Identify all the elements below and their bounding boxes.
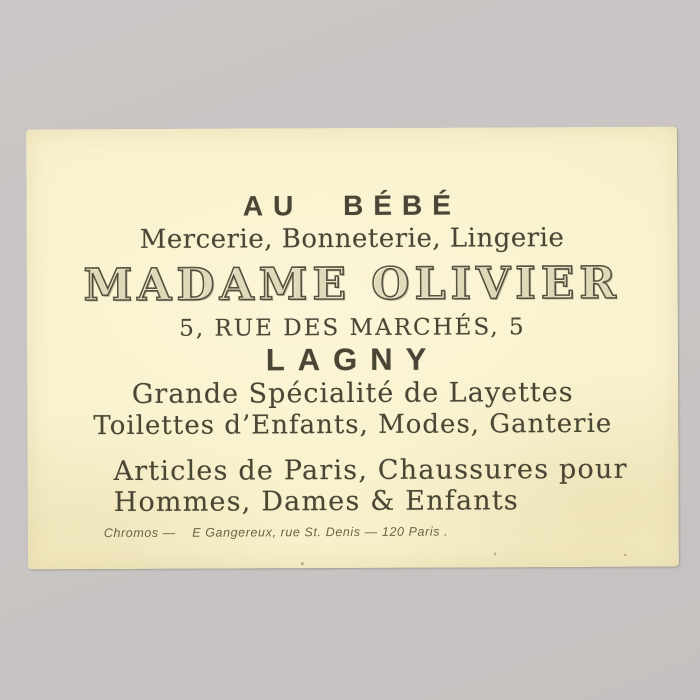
city-name: LAGNY: [265, 341, 440, 378]
shop-sign-title: AU BÉBÉ: [242, 189, 461, 222]
paper-speck: [494, 552, 496, 555]
articles-line-1: Articles de Paris, Chaussures pour: [113, 453, 628, 488]
specialty-line-2: Toilettes d’Enfants, Modes, Ganterie: [93, 408, 613, 442]
printer-credit: Chromos — E Gangereux, rue St. Denis — 120 Paris .: [103, 524, 449, 541]
paper-speck: [624, 554, 627, 556]
paper-speck: [187, 238, 190, 240]
street-address: 5, RUE DES MARCHÉS, 5: [179, 314, 526, 342]
paper-speck: [301, 562, 304, 565]
trade-card-paper: [26, 127, 679, 570]
proprietor-name: MADAME OLIVIER: [83, 257, 622, 312]
specialty-line-1: Grande Spécialité de Layettes: [131, 377, 574, 410]
articles-line-2: Hommes, Dames & Enfants: [113, 485, 520, 519]
trades-subtitle: Mercerie, Bonneterie, Lingerie: [139, 223, 565, 255]
